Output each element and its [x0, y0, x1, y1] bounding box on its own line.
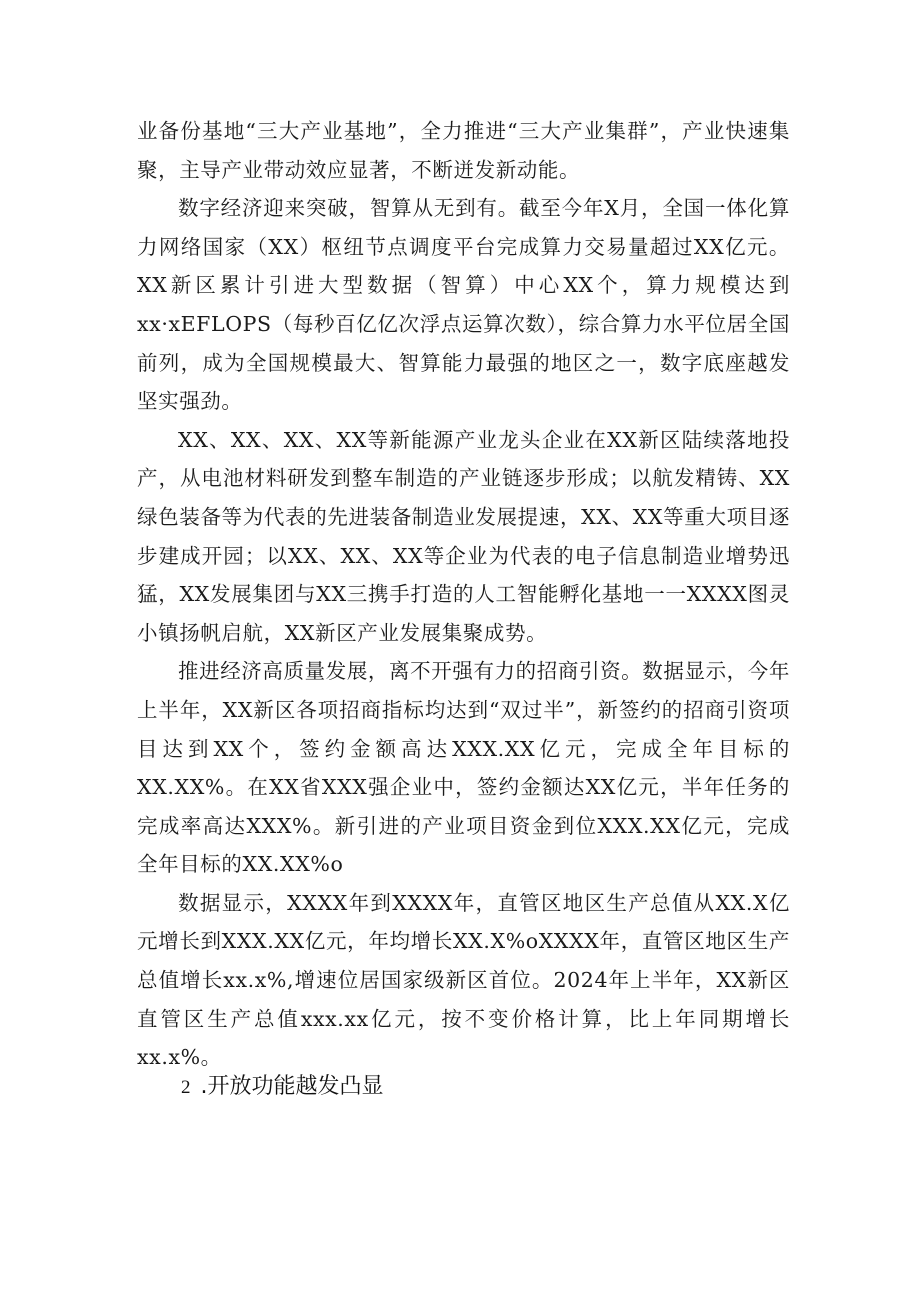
paragraph-investment-promotion: 推进经济高质量发展，离不开强有力的招商引资。数据显示，今年上半年，XX新区各项招商指标均达到“双过半”，新签约的招商引资项目达到XX个，签约金额高达XXX.XX亿元，完成全年目标的XX.XX%。在XX省XXX强企业中，签约金额达XX亿元，半年任务的完成率高达XXX%。新引进的产业项目资金到位XXX.XX亿元，完成全年目标的XX.XX%o — [137, 659, 790, 877]
section-heading — [181, 1067, 384, 1108]
paragraph-continued: 业备份基地“三大产业基地”，全力推进“三大产业集群”，产业快速集聚，主导产业带动效应显著，不断迸发新动能。 — [137, 119, 790, 182]
section-title: .开放功能越发凸显 — [200, 1074, 384, 1099]
document-body — [137, 112, 790, 1077]
paragraph-new-energy-industry: XX、XX、XX、XX等新能源产业龙头企业在XX新区陆续落地投产，从电池材料研发到整车制造的产业链逐步形成；以航发精铸、XX绿色装备等为代表的先进装备制造业发展提速，XX、XX等重大项目逐步建成开园；以XX、XX、XX等企业为代表的电子信息制造业增势迅猛，XX发展集团与XX三携手打造的人工智能孵化基地一一XXXX图灵小镇扬帆启航，XX新区产业发展集聚成势。 — [137, 427, 790, 645]
paragraph-gdp-growth: 数据显示，XXXX年到XXXX年，直管区地区生产总值从XX.X亿元增长到XXX.XX亿元，年均增长XX.X%oXXXX年，直管区地区生产总值增长xx.x%,增速位居国家级新区首位。2024年上半年，XX新区直管区生产总值xxx.xx亿元，按不变价格计算，比上年同期增长xx.x%。 — [137, 890, 790, 1070]
paragraph-digital-economy: 数字经济迎来突破，智算从无到有。截至今年X月，全国一体化算力网络国家（XX）枢纽节点调度平台完成算力交易量超过XX亿元。XX新区累计引进大型数据（智算）中心XX个，算力规模达到xx·xEFLOPS（每秒百亿亿次浮点运算次数），综合算力水平位居全国前列，成为全国规模最大、智算能力最强的地区之一，数字底座越发坚实强劲。 — [137, 196, 790, 414]
section-number: 2 — [181, 1077, 191, 1098]
